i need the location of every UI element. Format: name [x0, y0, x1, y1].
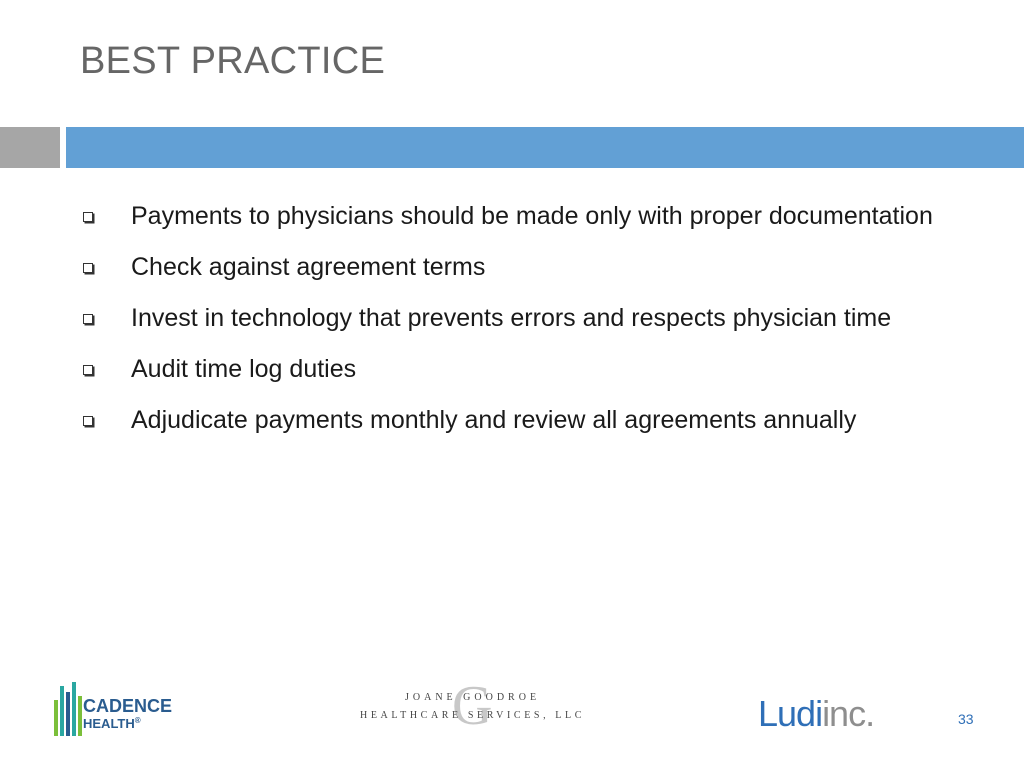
bullet-list: [80, 196, 940, 451]
square-bullet-icon: [83, 263, 93, 273]
registered-mark: ®: [134, 716, 141, 725]
bullet-item: [80, 196, 940, 236]
header-accent-blue-bar: [66, 127, 1024, 168]
header-accent-gray-bar: [0, 127, 60, 168]
bullet-text: Adjudicate payments monthly and review all agreements annually: [131, 406, 857, 434]
bullet-item: [80, 400, 940, 440]
ludi-logo: [758, 693, 874, 735]
page-number: 33: [958, 711, 974, 727]
bullet-item: [80, 298, 940, 338]
bullet-text: Invest in technology that prevents errors and respects physician time: [131, 304, 892, 332]
cadence-logo-line2: HEALTH: [83, 716, 135, 731]
goodroe-logo: [360, 675, 590, 737]
square-bullet-icon: [83, 212, 93, 222]
goodroe-logo-line1: JOANE GOODROE: [405, 692, 541, 703]
square-bullet-icon: [83, 314, 93, 324]
cadence-logo-line1: CADENCE: [83, 696, 173, 716]
goodroe-g-letter: G: [452, 675, 493, 737]
slide-title: BEST PRACTICE: [80, 40, 386, 82]
bullet-text: Audit time log duties: [131, 355, 357, 383]
cadence-health-logo: [53, 678, 183, 738]
ludi-logo-part1: Ludi: [758, 693, 823, 734]
square-bullet-icon: [83, 365, 93, 375]
goodroe-logo-line2: HEALTHCARE SERVICES, LLC: [360, 710, 585, 721]
bullet-item: [80, 349, 940, 389]
ludi-logo-part2: inc.: [822, 693, 875, 734]
bullet-item: [80, 247, 940, 287]
bullet-text: Check against agreement terms: [131, 253, 486, 281]
cadence-logo-line2-wrap: [83, 716, 141, 731]
bullet-text: Payments to physicians should be made only with proper documentation: [131, 202, 933, 230]
square-bullet-icon: [83, 416, 93, 426]
cadence-bars-icon: [53, 678, 83, 738]
